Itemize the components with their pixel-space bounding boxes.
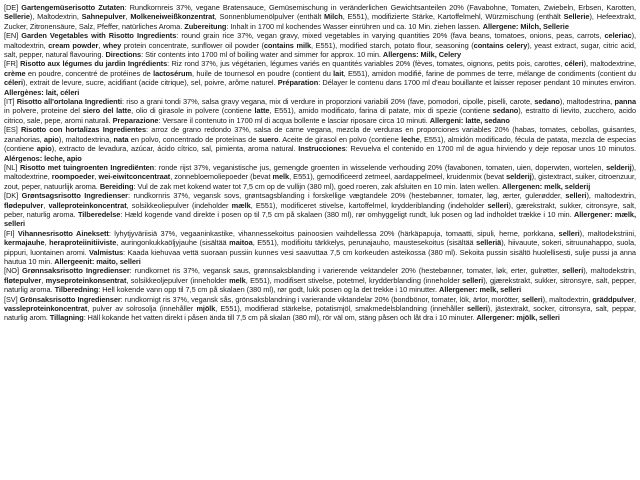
- text-run: ), maltodextrine,: [4, 162, 636, 182]
- text-run: ), gjærekstrakt, sukker, sitronsyre, salt, pepper, naturlig aroma.: [4, 275, 636, 295]
- bold-text: cream powder: [48, 40, 99, 50]
- bold-text: Risotto all'ortolana Ingredienti: [16, 97, 123, 107]
- bold-text: celeriac: [604, 31, 632, 41]
- text-run: : Häll kokande het vatten direkt i påsen ända till 7,5 cm på skalan (380 ml), rör väl om, stäng påsen och låt dra i 10 minuter.: [83, 313, 477, 323]
- text-run: , E551), almidón modificado, fécula de patata, mezcla de especias (contiene: [4, 134, 636, 154]
- bold-text: Allergènes: lait, céleri: [4, 87, 80, 97]
- bold-text: selleri: [565, 191, 587, 201]
- text-run: ,: [44, 238, 50, 248]
- bold-text: heraproteiinitiiviste: [49, 238, 117, 248]
- text-run: , E551), modified starch, potato flour, seasoning (: [311, 40, 474, 50]
- text-run: ,: [94, 172, 99, 182]
- text-run: [FR]: [4, 59, 21, 69]
- text-run: ,: [41, 275, 46, 285]
- bold-text: Allergener: mælk, selleri: [4, 209, 636, 229]
- bold-text: Préparation: [277, 78, 319, 88]
- text-run: : rundkornigt ris 37%, vegansk sås, grönsaksblandning i varierande viktandelar 20% (bondbönor, tomater, lök, ärtor, morötter,: [120, 294, 522, 304]
- text-run: : Rundkornreis 37%, vegane Bratensauce, Gemüsemischung in veränderlichen Gewichtsanteilen 20% (Favabohne, Tomaten, Zwiebeln, Erbsen, Karotten,: [124, 3, 636, 12]
- bold-text: leche: [401, 134, 420, 144]
- text-run: [IT]: [4, 97, 17, 107]
- text-run: , huile de tournesol en poudre (contient du: [192, 68, 334, 78]
- text-run: ), maltodextrina,: [58, 134, 114, 144]
- text-run: [NL]: [4, 162, 20, 172]
- text-run: , auringonkukkaöljyjauhe (sisältää: [116, 238, 230, 248]
- bold-text: selderij: [606, 162, 632, 172]
- bold-text: céleri: [564, 59, 584, 69]
- text-run: : Kaada kiehuvaa vettä suoraan pussiin kunnes vesi saavuttaa 7,5 cm korkeuden asteikossa (380 ml). Sekoita pussin sisältö huolellisesti, sulje pussi ja anna hautua 10 min.: [4, 247, 636, 266]
- text-run: , E551), modifisert stivelse, potetmel, krydderblanding (inneholder: [245, 275, 463, 285]
- bold-text: Allergeni: latte, sedano: [429, 115, 510, 125]
- bold-text: Allergene: Milch, Sellerie: [482, 21, 569, 31]
- text-run: en poudre, concentré de protéines de: [25, 68, 154, 78]
- bold-text: Bereiding: [99, 181, 134, 191]
- bold-text: wei-eiwitconcentraat: [98, 172, 171, 182]
- bold-text: Gartengemüserisotto: [21, 3, 96, 12]
- text-run: ,: [634, 294, 636, 304]
- section-es: [4, 125, 636, 163]
- bold-text: latte: [254, 106, 270, 116]
- text-run: [SV]: [4, 294, 20, 304]
- text-run: : Inhalt in 1700 ml kochendes Wasser einrühren und ca. 10 Min. ziehen lassen.: [226, 21, 483, 31]
- text-run: . Aceite de girasol en polvo (contiene: [278, 134, 402, 144]
- text-run: , E551), modifizierte Stärke, Kartoffelmehl, Würzmischung (enthält: [342, 12, 564, 22]
- text-run: : Délayer le contenu dans 1700 ml d'eau bouillante et laisser reposer pendant 10 minutes environ.: [318, 78, 636, 88]
- text-run: [DK]: [4, 191, 22, 201]
- bold-text: contains milk: [263, 40, 312, 50]
- text-run: ), Hefeextrakt, Zucker, Zitronensäure, Salz, Pfeffer, natürliches Aroma.: [4, 12, 636, 31]
- bold-text: céleri: [4, 78, 24, 88]
- bold-text: Tilberedning: [54, 285, 99, 295]
- text-run: , zonnebloemoliepoeder (bevat: [170, 172, 273, 182]
- text-run: ,: [98, 40, 103, 50]
- section-it: [4, 97, 636, 125]
- text-run: protein concentrate, sunflower oil powder (: [121, 40, 264, 50]
- bold-text: kermajauhe: [4, 238, 45, 248]
- bold-text: contains celery: [473, 40, 528, 50]
- text-run: : rundkornet ris 37%, vegansk saus, grønnsaksblanding i varierende vektandeler 20% (hestebønner, tomater, løk, erter, gulrøtter,: [129, 266, 563, 276]
- text-run: ), extrait de levure, sucre, acidifiant (acide citrique), sel, poivre, arôme naturel.: [23, 78, 278, 88]
- text-run: ), yeast extract, sugar, citric acid, salt, pepper, natural flavouring.: [4, 40, 636, 60]
- bold-text: selleri: [558, 228, 580, 238]
- text-run: : Riz rond 37%, jus végétarien, légumes variés en quantités variables 20% (fèves, tomates, oignons, petits pois, carottes,: [167, 59, 565, 69]
- bold-text: Allergeenit: maito, selleri: [54, 256, 141, 266]
- bold-text: Grøntsagsrisotto Ingredienser: [21, 191, 129, 201]
- bold-text: Instrucciones: [298, 144, 346, 154]
- bold-text: selderij: [506, 172, 532, 182]
- text-run: : Revuelva el contenido en 1700 ml de agua hirviendo y deje reposar unos 10 minutos.: [345, 144, 636, 154]
- bold-text: mjölk: [196, 304, 216, 313]
- section-sv: [4, 295, 636, 323]
- text-run: ), extracto de levadura, azúcar, ácido cítrico, sal, pimienta, aroma natural.: [51, 144, 299, 154]
- bold-text: Alérgenos: leche, apio: [4, 153, 82, 163]
- bold-text: fløtepulver: [4, 275, 42, 285]
- text-run: ,: [43, 200, 49, 210]
- bold-text: Tilberedelse: [77, 209, 121, 219]
- text-run: ,: [125, 12, 131, 22]
- bold-text: selleri: [487, 200, 509, 210]
- section-no: [4, 266, 636, 294]
- bold-text: Zutaten: [98, 3, 125, 12]
- text-run: ), maltodextrin,: [4, 31, 637, 50]
- text-run: ), maltodextrine,: [583, 59, 637, 69]
- text-run: , solsikkeoliepulver (indeholder: [126, 200, 232, 210]
- bold-text: selleri: [466, 304, 488, 313]
- bold-text: vassleproteinkoncentrat: [4, 304, 88, 313]
- text-run: ), Maltodextrin,: [29, 12, 82, 22]
- text-run: ), maltodekstriini,: [579, 228, 637, 238]
- text-run: en polvo, concentrado de proteínas de: [128, 134, 259, 144]
- text-run: , pulver av solrosolja (innehåller: [87, 304, 197, 313]
- text-run: , E551), amidon modifié, farine de pommes de terre, mélange de condiments (contient du: [343, 68, 636, 78]
- bold-text: mælk: [231, 200, 251, 210]
- bold-text: apio: [36, 144, 52, 154]
- bold-text: valleproteinkoncentrat: [48, 200, 127, 210]
- bold-text: Tillagning: [49, 313, 84, 323]
- text-run: ), gistextract, suiker, citroenzuur, zout, peper, natuurlijk aroma.: [4, 172, 636, 191]
- text-run: : Hæld kogende vand direkte i posen op til 7,5 cm på skalaen (380 ml), rør omhyggeligt rundt, luk posen og lad indholdet trække i 10 min.: [120, 209, 575, 219]
- bold-text: melk: [272, 172, 290, 182]
- text-run: : ronde rijst 37%, veganistische jus, gemengde groenten in wisselende verhouding 20% (favabonen, tomaten, uien, doperwten, wortelen,: [154, 162, 607, 172]
- bold-text: Vihannesrisotto Aineksett: [17, 228, 109, 238]
- text-run: ), gærekstrakt, sukker, citronsyre, salt, peber, naturlig aroma.: [4, 200, 636, 219]
- text-run: , E551), amido modificato, farina di patate, mix di spezie (contiene: [269, 106, 493, 116]
- bold-text: selleri: [462, 275, 484, 285]
- bold-text: Directions: [105, 50, 142, 60]
- bold-text: whey: [102, 40, 122, 50]
- text-run: : riso a grani tondi 37%, salsa gravy vegana, mix di verdure in proporzioni variabili 20% (fave, pomodori, cipolle, piselli, carote,: [122, 97, 535, 107]
- bold-text: selleri: [562, 266, 584, 276]
- text-run: ), jästextrakt, socker, citronsyra, salt, peppar, naturlig arom.: [4, 304, 636, 323]
- text-run: in polvere, proteine del: [4, 106, 83, 116]
- text-run: : Stir contents into 1700 ml of boiling water and simmer for approx. 10 min.: [141, 50, 383, 60]
- bold-text: suero: [258, 134, 279, 144]
- text-run: ), hiivauute, sokeri, sitruunahappo, suola, pippuri, luontainen aromi.: [4, 238, 637, 257]
- text-run: [EN]: [4, 31, 22, 41]
- text-run: : arroz de grano redondo 37%, salsa de carne vegana, mezcla de verduras en proporciones variables 20% (habas, tomates, cebollas, guisantes, zanahorias,: [4, 125, 637, 144]
- text-run: ), maltodextrin,: [586, 191, 636, 201]
- bold-text: Valmistus: [88, 247, 124, 257]
- bold-text: myseproteinkonsentrat: [45, 275, 127, 285]
- bold-text: Sahnepulver: [81, 12, 126, 22]
- text-run: , E551), gemodificeerd zetmeel, aardappelmeel, kruidenmix (bevat: [289, 172, 507, 182]
- text-run: , E551), modifierad stärkelse, potatismjöl, smakmedelsblandning (innehåller: [215, 304, 467, 313]
- bold-text: nata: [113, 134, 129, 144]
- text-run: : Vul de zak met kokend water tot 7,5 cm op de vullijn (380 ml), goed roeren, zak afsluiten en 10 min. laten wellen.: [133, 181, 503, 191]
- text-run: ), maltodestrina,: [559, 97, 615, 107]
- bold-text: gräddpulver: [592, 294, 635, 304]
- section-nl: [4, 163, 636, 191]
- bold-text: Ingrédients: [127, 59, 168, 69]
- bold-text: Allergener: mjölk, selleri: [476, 313, 560, 323]
- text-run: ), maltodekstrin,: [583, 266, 636, 276]
- bold-text: melk: [229, 275, 246, 285]
- text-run: , solsikkeoljepulver (inneholder: [126, 275, 230, 285]
- section-dk: [4, 191, 636, 229]
- bold-text: Allergens: Milk, Celery: [382, 50, 462, 60]
- text-run: , E551), modifioitu tärkkelys, perunajauho, maustesekoitus (sisältää: [252, 238, 477, 248]
- bold-text: selleri: [521, 294, 543, 304]
- bold-text: sedano: [534, 97, 560, 107]
- bold-text: lait: [333, 68, 344, 78]
- bold-text: siero del latte: [82, 106, 132, 116]
- text-run: : Versare il contenuto in 1700 ml di acqua bollente e lasciar riposare circa 10 minuti.: [158, 115, 430, 125]
- text-run: : Hell kokende vann opp til 7,5 cm på skalaen (380 ml), rør godt, lukk posen og la det trekke i 10 minutter.: [98, 285, 440, 295]
- section-de: [4, 3, 636, 31]
- bold-text: panna: [614, 97, 637, 107]
- bold-text: Zubereitung: [184, 21, 227, 31]
- bold-text: sedano: [492, 106, 519, 116]
- bold-text: Garden Vegetables with Risotto Ingredients: [21, 31, 177, 41]
- bold-text: Sellerie: [4, 12, 30, 22]
- text-run: : rundkornris 37%, vegansk sovs, grøntsagsblanding i forskellige vægtandele 20% (hestebønner, tomater, løg, ærter, gulerødder,: [128, 191, 566, 201]
- bold-text: Risotto met tuingroenten Ingrediënten: [19, 162, 155, 172]
- text-run: ), maltodextrin,: [542, 294, 593, 304]
- section-en: [4, 31, 636, 59]
- bold-text: flødepulver: [4, 200, 44, 210]
- bold-text: selleriä: [476, 238, 502, 248]
- text-run: [ES]: [4, 125, 21, 135]
- text-run: [NO]: [4, 266, 23, 276]
- text-run: [DE]: [4, 3, 22, 12]
- bold-text: Risotto con hortalizas Ingredientes: [20, 125, 147, 135]
- bold-text: Risotto aux légumes du jardin: [20, 59, 126, 69]
- bold-text: Allergenen: melk, selderij: [502, 181, 591, 191]
- bold-text: Grönsaksrisotto Ingredienser: [19, 294, 121, 304]
- bold-text: crème: [4, 68, 26, 78]
- bold-text: Milch: [324, 12, 343, 22]
- bold-text: Preparazione: [112, 115, 159, 125]
- bold-text: apio: [43, 134, 59, 144]
- text-run: , E551), modificeret stivelse, kartoffelmel, krydderiblanding (indeholder: [250, 200, 488, 210]
- bold-text: Sellerie: [563, 12, 590, 22]
- text-run: ), estratto di lievito, zucchero, acido citrico, sale, pepe, aromi naturali.: [4, 106, 637, 125]
- bold-text: roompoeder: [51, 172, 95, 182]
- bold-text: maitoa: [229, 238, 253, 248]
- text-run: , olio di girasole in polvere (contiene: [131, 106, 255, 116]
- text-run: : lyhytjyväriisiä 37%, vegaaninkastike, vihannessekoitus painoosien vaihdellessa 20% (härkäpapuja, tomaatti, sipuli, herne, porkkana,: [108, 228, 559, 238]
- bold-text: Molkeneiweißkonzentrat: [130, 12, 215, 22]
- bold-text: lactosérum: [153, 68, 192, 78]
- bold-text: Allergener: melk, selleri: [439, 285, 522, 295]
- bold-text: Grønnsaksrisotto Ingredienser: [22, 266, 130, 276]
- section-fr: [4, 59, 636, 97]
- text-run: : round grain rice 37%, vegan gravy, mixed vegetables in varying quantities 20% (fava beans, tomatoes, onions, peas, carrots,: [176, 31, 605, 41]
- section-fi: [4, 229, 636, 267]
- text-run: , Sonnenblumenölpulver (enthält: [214, 12, 325, 22]
- text-run: [FI]: [4, 228, 18, 238]
